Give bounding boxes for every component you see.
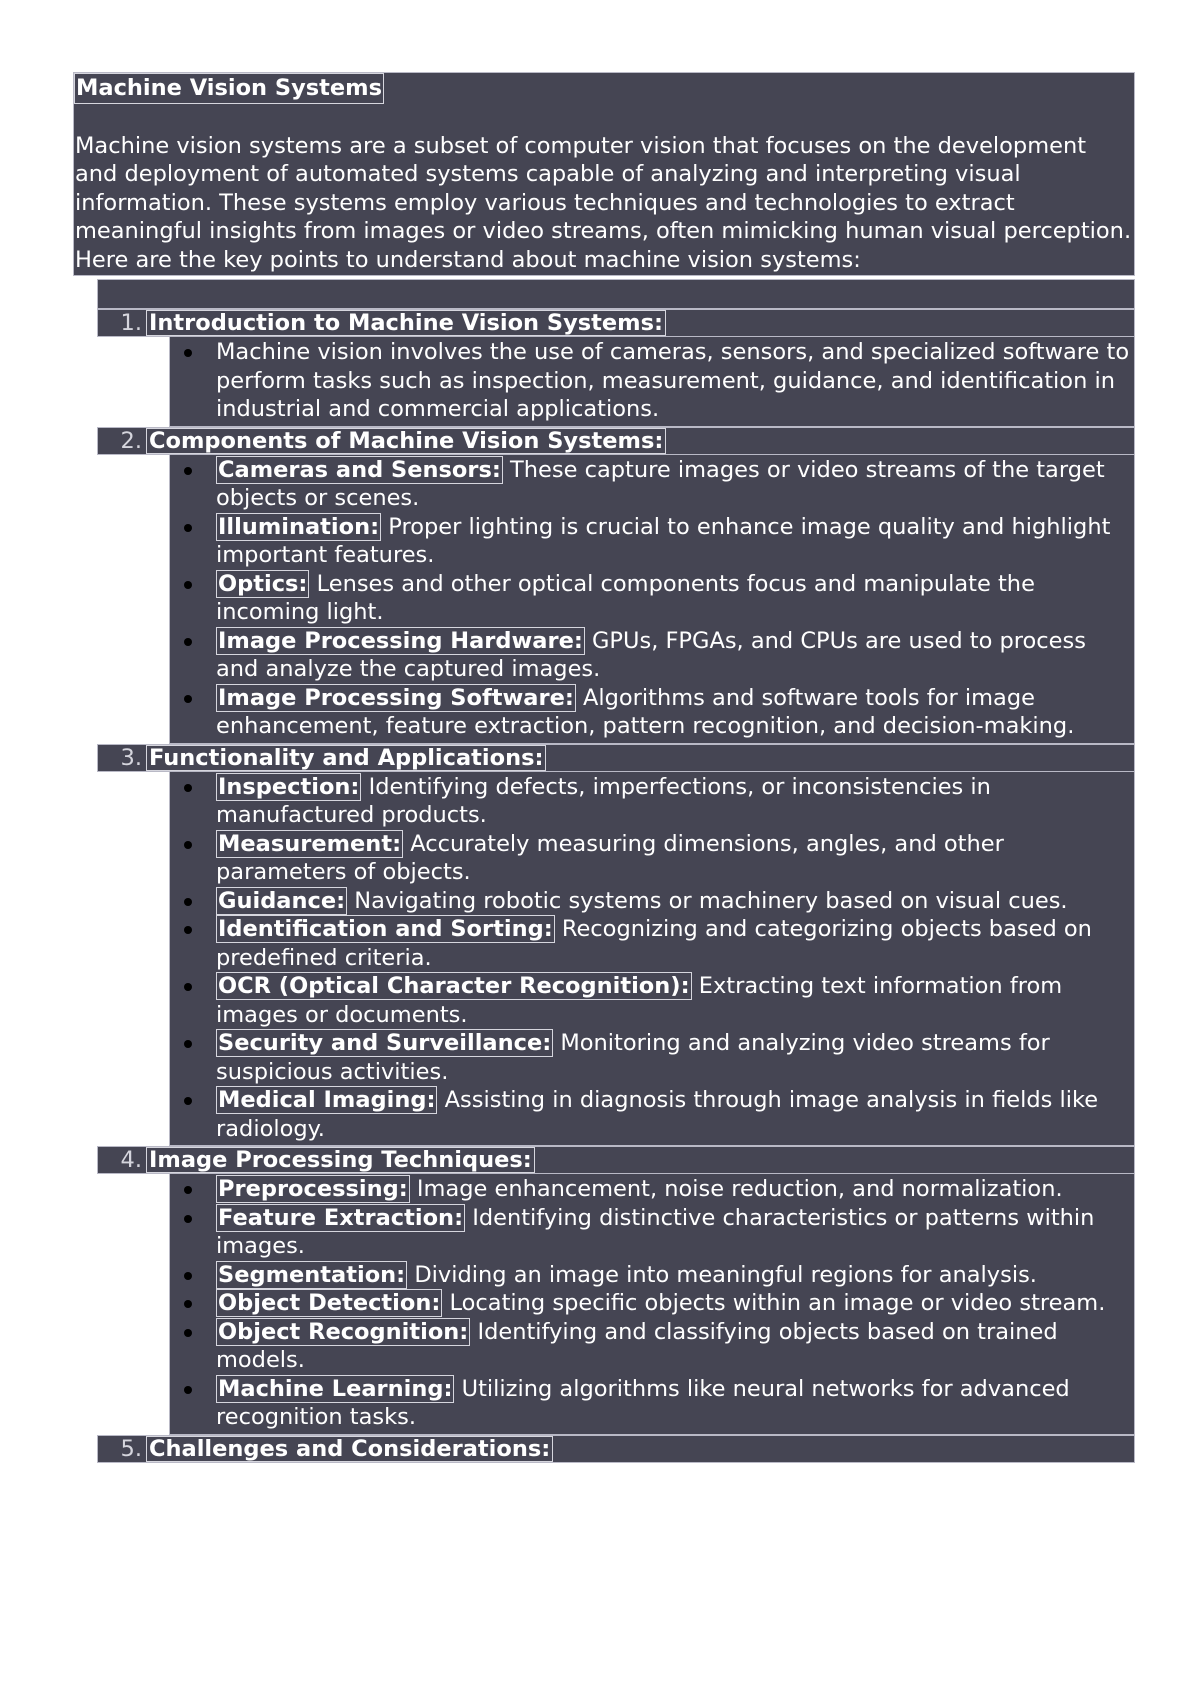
- section-heading: Challenges and Considerations:: [146, 1436, 553, 1462]
- item-description: These capture images or video streams of the target objects or scenes.: [216, 456, 1105, 511]
- list-number: 2.: [120, 427, 142, 454]
- section-heading: Components of Machine Vision Systems:: [146, 428, 666, 454]
- item-term: Object Recognition:: [218, 1318, 469, 1345]
- bullet-icon: [184, 349, 192, 357]
- list-item: [170, 1318, 1134, 1375]
- item-term: Preprocessing:: [218, 1176, 408, 1202]
- item-description: Utilizing algorithms like neural networks for advanced recognition tasks.: [216, 1375, 1070, 1430]
- item-term: Machine Learning:: [218, 1375, 453, 1402]
- list-item: [170, 1375, 1134, 1432]
- list-item: [170, 887, 1134, 916]
- item-term: Guidance:: [218, 887, 346, 914]
- item-description: Extracting text information from images or documents.: [216, 973, 1063, 1028]
- list-item: [170, 830, 1134, 887]
- document-body: [73, 72, 1135, 1463]
- item-description: Dividing an image into meaningful regions for analysis.: [407, 1261, 1037, 1288]
- item-description: Recognizing and categorizing objects based on predefined criteria.: [216, 916, 1092, 971]
- list-item: [170, 1029, 1134, 1086]
- section-heading: Introduction to Machine Vision Systems:: [146, 310, 666, 336]
- bullet-icon: [184, 1386, 192, 1394]
- item-description: Machine vision involves the use of cameras, sensors, and specialized software to perform tasks such as inspection, measurement, guidance, and identification in industrial and commercial applications.: [216, 339, 1130, 422]
- section-4: [97, 1146, 1135, 1435]
- item-description: GPUs, FPGAs, and CPUs are used to process and analyze the captured images.: [216, 627, 1086, 682]
- item-description: Identifying defects, imperfections, or inconsistencies in manufactured products.: [216, 773, 991, 828]
- bullet-icon: [184, 784, 192, 792]
- item-term: Measurement:: [218, 830, 402, 857]
- bullet-icon: [184, 983, 192, 991]
- section-heading: Image Processing Techniques:: [146, 1147, 535, 1173]
- section-heading: Functionality and Applications:: [146, 745, 546, 771]
- item-description: Identifying and classifying objects based on trained models.: [216, 1318, 1058, 1373]
- item-description: Locating specific objects within an image or video stream.: [442, 1290, 1106, 1316]
- list-item: [170, 456, 1134, 513]
- intro-block: [73, 72, 1135, 276]
- bullet-icon: [184, 1329, 192, 1337]
- list-item: [170, 684, 1134, 741]
- bullet-icon: [184, 926, 192, 934]
- list-item: [170, 338, 1134, 424]
- list-item: [170, 915, 1134, 972]
- item-description: Image enhancement, noise reduction, and normalization.: [409, 1176, 1063, 1202]
- item-term: Object Detection:: [218, 1290, 441, 1316]
- item-description: Navigating robotic systems or machinery based on visual cues.: [347, 887, 1068, 914]
- empty-line: [97, 279, 1135, 309]
- bullet-icon: [184, 1272, 192, 1280]
- list-item: [170, 570, 1134, 627]
- section-heading-row: [97, 309, 1135, 337]
- bullet-icon: [184, 898, 192, 906]
- list-item: [170, 1204, 1134, 1261]
- item-term: Inspection:: [218, 773, 360, 800]
- list-item: [170, 1086, 1134, 1143]
- bullet-icon: [184, 467, 192, 475]
- bullet-icon: [184, 1215, 192, 1223]
- item-term: Identification and Sorting:: [218, 916, 553, 942]
- item-term: OCR (Optical Character Recognition):: [218, 973, 690, 999]
- list-item: [170, 972, 1134, 1029]
- section-heading-row: [97, 1435, 1135, 1463]
- item-term: Image Processing Hardware:: [218, 627, 583, 654]
- bullet-icon: [184, 695, 192, 703]
- section-1: [97, 309, 1135, 427]
- item-term: Image Processing Software:: [218, 684, 574, 711]
- item-term: Illumination:: [218, 513, 380, 540]
- bullet-icon: [184, 1097, 192, 1105]
- list-item: [170, 1261, 1134, 1290]
- section-3: [97, 744, 1135, 1147]
- section-heading-row: [97, 1146, 1135, 1174]
- bullet-list: [169, 772, 1135, 1147]
- section-5: [97, 1435, 1135, 1463]
- list-number: 5.: [120, 1435, 142, 1462]
- intro-paragraph: Machine vision systems are a subset of computer vision that focuses on the development and deployment of automated systems capable of analyzing and interpreting visual information. These systems employ various techniques and technologies to extract meaningful insights from images or video streams, often mimicking human visual perception. Here are the key points to understand about machine vision systems:: [75, 132, 1132, 273]
- bullet-icon: [184, 841, 192, 849]
- item-description: Monitoring and analyzing video streams for suspicious activities.: [216, 1030, 1050, 1085]
- item-term: Optics:: [218, 570, 308, 597]
- document-title: Machine Vision Systems: [74, 73, 384, 104]
- section-list: [73, 309, 1135, 1463]
- bullet-list: [169, 455, 1135, 744]
- item-description: Algorithms and software tools for image enhancement, feature extraction, pattern recognition, and decision-making.: [216, 684, 1075, 739]
- bullet-icon: [184, 1186, 192, 1194]
- list-item: [170, 1175, 1134, 1204]
- bullet-icon: [184, 638, 192, 646]
- list-number: 3.: [120, 744, 142, 771]
- bullet-icon: [184, 524, 192, 532]
- item-term: Cameras and Sensors:: [218, 456, 501, 483]
- section-2: [97, 427, 1135, 744]
- list-item: [170, 1289, 1134, 1318]
- bullet-list: [169, 337, 1135, 427]
- list-item: [170, 627, 1134, 684]
- list-item: [170, 513, 1134, 570]
- bullet-icon: [184, 581, 192, 589]
- item-description: Assisting in diagnosis through image analysis in fields like radiology.: [216, 1087, 1099, 1142]
- bullet-icon: [184, 1040, 192, 1048]
- section-heading-row: [97, 427, 1135, 455]
- item-term: Security and Surveillance:: [218, 1030, 552, 1056]
- item-term: Segmentation:: [218, 1261, 406, 1288]
- item-term: Feature Extraction:: [218, 1204, 464, 1231]
- list-item: [170, 773, 1134, 830]
- item-term: Medical Imaging:: [218, 1087, 436, 1113]
- bullet-icon: [184, 1300, 192, 1308]
- item-description: Proper lighting is crucial to enhance image quality and highlight important features.: [216, 513, 1111, 568]
- item-description: Lenses and other optical components focus and manipulate the incoming light.: [216, 570, 1035, 625]
- section-heading-row: [97, 744, 1135, 772]
- list-number: 4.: [120, 1147, 142, 1173]
- item-description: Identifying distinctive characteristics or patterns within images.: [216, 1204, 1095, 1259]
- item-description: Accurately measuring dimensions, angles, and other parameters of objects.: [216, 830, 1004, 885]
- list-number: 1.: [120, 310, 142, 336]
- bullet-list: [169, 1174, 1135, 1435]
